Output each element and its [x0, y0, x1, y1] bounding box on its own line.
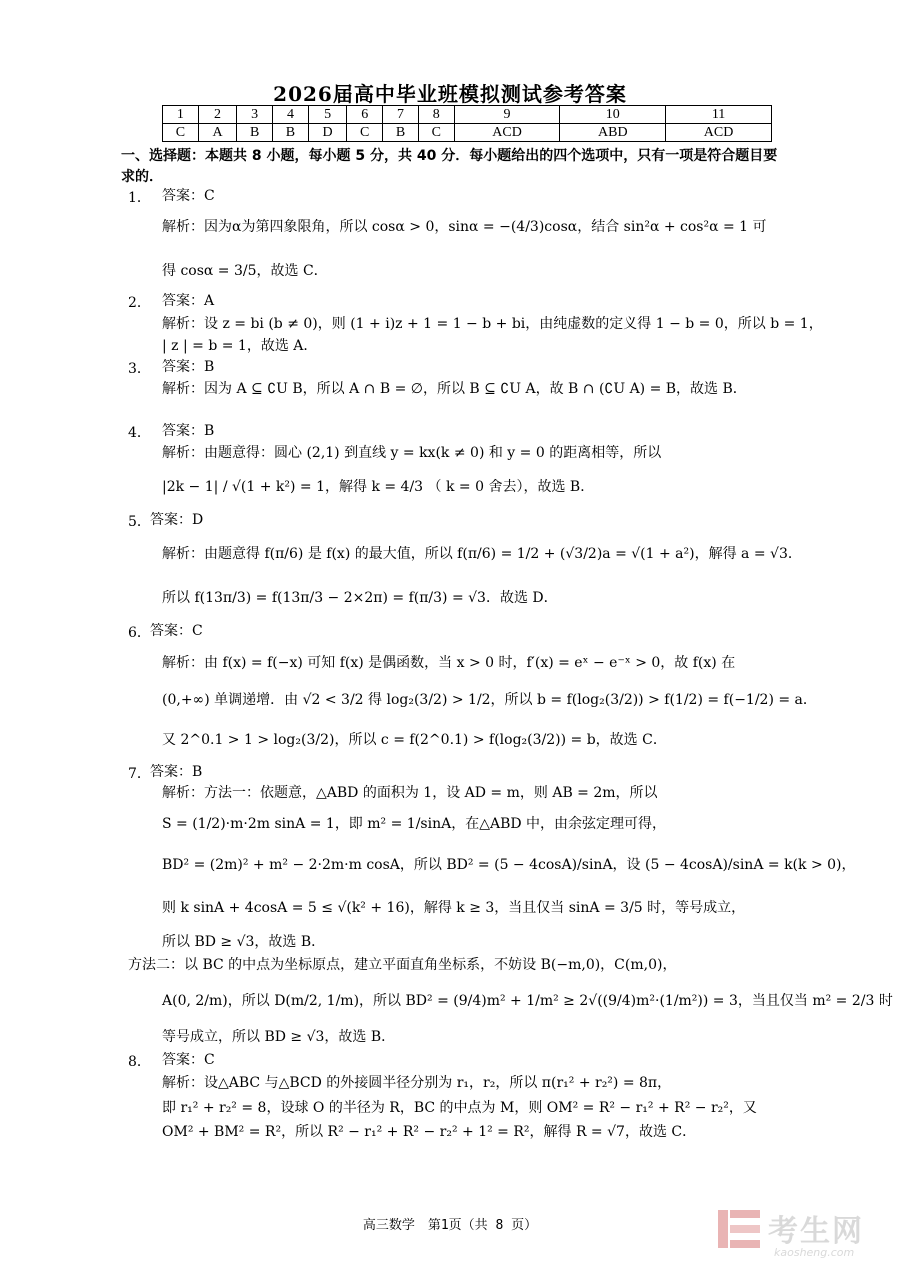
explanation-line: A(0, 2/m)，所以 D(m/2, 1/m)，所以 BD² = (9/4)m² + 1/m² ≥ 2√((9/4)m²·(1/m²)) = 3，当且仅当 m² = 2/3 时	[162, 993, 893, 1009]
answer-table-number-row	[163, 106, 772, 124]
answer-line: 答案：C	[162, 1052, 215, 1068]
question-number-label: 7．	[128, 766, 151, 782]
explanation-line: 即 r₁² + r₂² = 8，设球 O 的半径为 R，BC 的中点为 M，则 OM² = R² − r₁² + R² − r₂²，又	[162, 1100, 757, 1116]
answer-line: 答案：B	[162, 423, 215, 439]
explanation-line: 所以 BD ≥ √3，故选 B．	[162, 934, 326, 950]
explanation-line: 解析：由 f(x) = f(−x) 可知 f(x) 是偶函数，当 x > 0 时，f′(x) = eˣ − e⁻ˣ > 0，故 f(x) 在	[162, 655, 736, 671]
explanation-line: 方法二：以 BC 的中点为坐标原点，建立平面直角坐标系，不妨设 B(−m,0)，C(m,0)，	[128, 957, 677, 973]
answer-cell: D	[308, 124, 346, 142]
explanation-line: BD² = (2m)² + m² − 2·2m·m cosA，所以 BD² = (5 − 4cosA)/sinA，设 (5 − 4cosA)/sinA = k(k > 0)，	[162, 857, 856, 873]
explanation-line: 所以 f(13π/3) = f(13π/3 − 2×2π) = f(π/3) = √3．故选 D．	[162, 590, 558, 606]
answer-cell: C	[163, 124, 199, 142]
question-number-label: 1．	[128, 190, 151, 206]
explanation-line: 解析：因为α为第四象限角，所以 cosα > 0，sinα = −(4/3)cosα，结合 sin²α + cos²α = 1 可	[162, 219, 767, 235]
question-number: 9	[454, 106, 560, 124]
explanation-line: |2k − 1| / √(1 + k²) = 1，解得 k = 4/3 （ k = 0 舍去），故选 B．	[162, 479, 595, 495]
answer-line: 答案：A	[162, 293, 215, 309]
question-number-label: 8．	[128, 1054, 151, 1070]
question-number: 2	[198, 106, 236, 124]
explanation-line: 解析：因为 A ⊆ ∁U B，所以 A ∩ B = ∅，所以 B ⊆ ∁U A，故 B ∩ (∁U A) = B，故选 B．	[162, 381, 747, 397]
answer-table	[162, 105, 772, 142]
question-number-label: 5．	[128, 514, 151, 530]
question-number: 10	[560, 106, 666, 124]
explanation-line: OM² + BM² = R²，所以 R² − r₁² + R² − r₂² + 1² = R²，解得 R = √7，故选 C．	[162, 1124, 697, 1140]
question-number: 4	[273, 106, 309, 124]
answer-line: 答案：B	[150, 764, 203, 780]
explanation-line: (0,+∞) 单调递增．由 √2 < 3/2 得 log₂(3/2) > 1/2，所以 b = f(log₂(3/2)) > f(1/2) = f(−1/2) = a．	[162, 692, 817, 708]
explanation-line: 解析：由题意得 f(π/6) 是 f(x) 的最大值，所以 f(π/6) = 1/2 + (√3/2)a = √(1 + a²)，解得 a = √3．	[162, 546, 802, 562]
answer-cell: B	[383, 124, 419, 142]
explanation-line: | z | = b = 1，故选 A．	[162, 338, 318, 354]
answer-cell: ABD	[560, 124, 666, 142]
question-number: 3	[237, 106, 273, 124]
question-number-label: 3．	[128, 361, 151, 377]
question-number: 6	[347, 106, 383, 124]
question-number: 11	[666, 106, 772, 124]
answer-cell: C	[418, 124, 454, 142]
page-title: 2026届高中毕业班模拟测试参考答案	[273, 82, 627, 106]
answer-cell: B	[237, 124, 273, 142]
kaosheng-logo-icon	[716, 1206, 762, 1252]
page-footer: 高三数学 第1页（共 8 页）	[362, 1218, 538, 1233]
watermark-brand: 考生网	[768, 1214, 864, 1249]
watermark-url: kaosheng.com	[774, 1246, 855, 1259]
explanation-line: 解析：设△ABC 与△BCD 的外接圆半径分别为 r₁，r₂，所以 π(r₁² + r₂²) = 8π，	[162, 1075, 672, 1091]
answer-cell: C	[347, 124, 383, 142]
answer-cell: ACD	[454, 124, 560, 142]
answer-line: 答案：C	[162, 188, 215, 204]
answer-line: 答案：B	[162, 359, 215, 375]
explanation-line: S = (1/2)·m·2m sinA = 1，即 m² = 1/sinA，在△ABD 中，由余弦定理可得，	[162, 816, 667, 832]
explanation-line: 得 cosα = 3/5，故选 C．	[162, 263, 328, 279]
question-number-label: 6．	[128, 625, 151, 641]
answer-cell: A	[198, 124, 236, 142]
explanation-line: 又 2^0.1 > 1 > log₂(3/2)，所以 c = f(2^0.1) > f(log₂(3/2)) = b，故选 C．	[162, 732, 667, 748]
question-number-label: 2．	[128, 295, 151, 311]
watermark-logo	[716, 1206, 896, 1266]
question-number: 1	[163, 106, 199, 124]
answer-cell: B	[273, 124, 309, 142]
question-number-label: 4．	[128, 425, 151, 441]
question-number: 7	[383, 106, 419, 124]
answer-line: 答案：C	[150, 623, 203, 639]
question-number: 5	[308, 106, 346, 124]
answer-table-answer-row	[163, 124, 772, 142]
explanation-line: 解析：由题意得：圆心 (2,1) 到直线 y = kx(k ≠ 0) 和 y = 0 的距离相等，所以	[162, 445, 662, 461]
explanation-line: 解析：方法一：依题意，△ABD 的面积为 1，设 AD = m，则 AB = 2m，所以	[162, 785, 658, 801]
question-number: 8	[418, 106, 454, 124]
explanation-line: 则 k sinA + 4cosA = 5 ≤ √(k² + 16)，解得 k ≥ 3，当且仅当 sinA = 3/5 时，等号成立，	[162, 900, 746, 916]
section-heading: 一、选择题：本题共 8 小题，每小题 5 分，共 40 分．每小题给出的四个选项中，只有一项是符合题目要求的．	[121, 148, 778, 185]
explanation-line: 等号成立，所以 BD ≥ √3，故选 B．	[162, 1029, 396, 1045]
explanation-line: 解析：设 z = bi (b ≠ 0)，则 (1 + i)z + 1 = 1 − b + bi，由纯虚数的定义得 1 − b = 0，所以 b = 1，	[162, 316, 823, 332]
answer-cell: ACD	[666, 124, 772, 142]
answer-line: 答案：D	[150, 512, 204, 528]
